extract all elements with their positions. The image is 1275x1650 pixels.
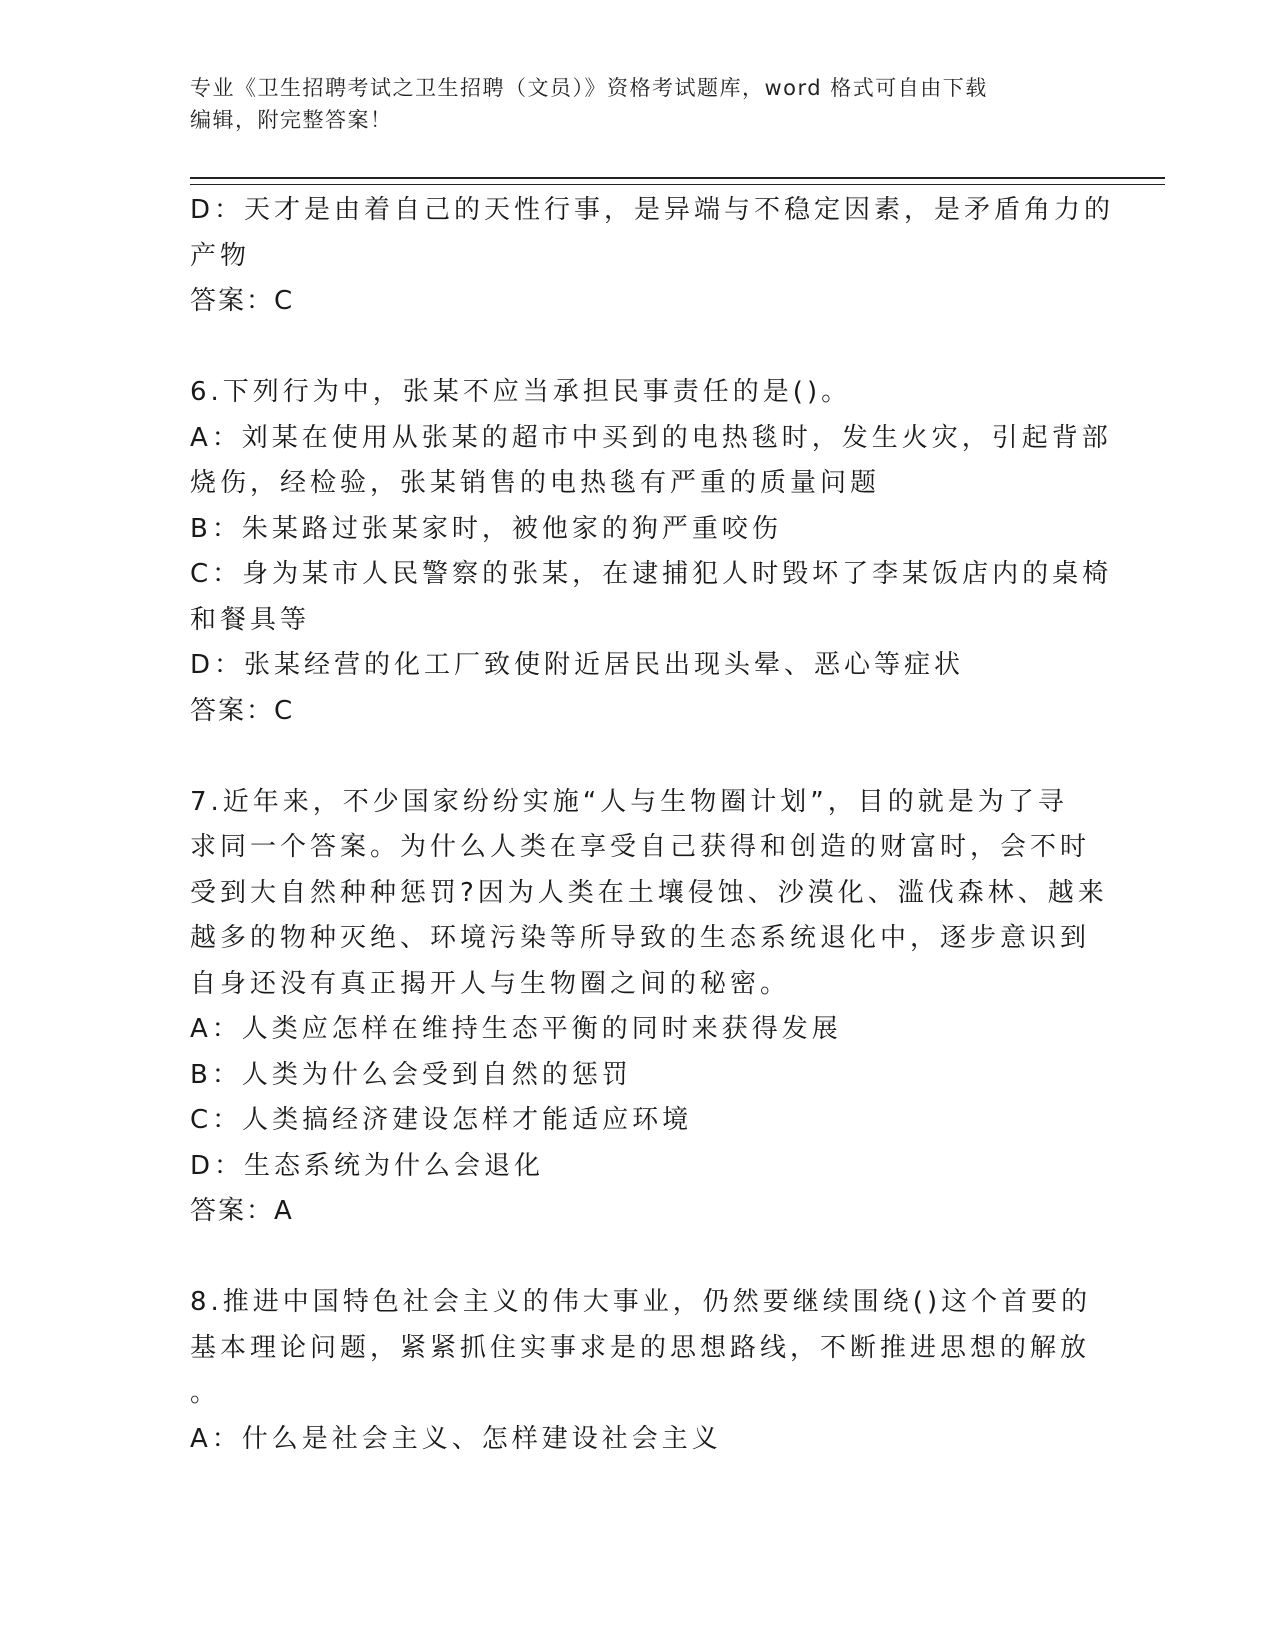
q6-option-c-line-1: C：身为某市人民警察的张某，在逮捕犯人时毁坏了李某饭店内的桌椅 [190,559,1113,589]
q8-option-a: A：什么是社会主义、怎样建设社会主义 [190,1423,722,1454]
q6-option-a-line-1: A：刘某在使用从张某的超市中买到的电热毯时，发生火灾，引起背部 [190,422,1112,453]
q7-option-d: D：生态系统为什么会退化 [190,1150,545,1181]
q8-stem-line-1: 8.推进中国特色社会主义的伟大事业，仍然要继续围绕()这个首要的 [190,1287,1092,1317]
q6-option-b: B：朱某路过张某家时，被他家的狗严重咬伤 [190,513,782,544]
q5-option-d-line-2: 产物 [190,240,251,271]
q6-option-c-line-2: 和餐具等 [190,604,311,635]
question-5-tail [190,188,1115,325]
q7-answer: 答案：A [190,1196,294,1226]
header-divider-thick [190,177,1165,179]
q7-stem-line-5: 自身还没有真正揭开人与生物圈之间的秘密。 [190,968,791,999]
spacer [190,734,1090,780]
question-list [190,188,1115,1462]
q8-stem-line-3: 。 [190,1378,221,1408]
q8-stem-line-2: 基本理论问题，紧紧抓住实事求是的思想路线，不断推进思想的解放 [190,1332,1091,1363]
q7-stem-line-3: 受到大自然种种惩罚?因为人类在土壤侵蚀、沙漠化、滥伐森林、越来 [190,877,1108,908]
q7-stem-line-1: 7.近年来，不少国家纷纷实施“人与生物圈计划”，目的就是为了寻 [190,786,1068,817]
q6-stem: 6.下列行为中，张某不应当承担民事责任的是()。 [190,377,852,407]
question-8 [190,1280,1090,1462]
header-line-1: 专业《卫生招聘考试之卫生招聘（文员）》资格考试题库，word 格式可自由下载 [190,76,988,100]
question-6 [190,370,1113,734]
q5-answer: 答案：C [190,286,295,316]
page-header [190,72,1090,136]
q6-option-a-line-2: 烧伤，经检验，张某销售的电热毯有严重的质量问题 [190,468,881,498]
q7-option-b: B：人类为什么会受到自然的惩罚 [190,1059,632,1090]
header-divider-thin [190,184,1165,185]
q7-option-a: A：人类应怎样在维持生态平衡的同时来获得发展 [190,1014,842,1044]
spacer [190,325,1090,371]
q7-stem-line-2: 求同一个答案。为什么人类在享受自己获得和创造的财富时，会不时 [190,832,1091,862]
q7-stem-line-4: 越多的物种灭绝、环境污染等所导致的生态系统退化中，逐步意识到 [190,923,1091,953]
header-line-2: 编辑，附完整答案！ [190,108,393,132]
q5-option-d-line-1: D：天才是由着自己的天性行事，是异端与不稳定因素，是矛盾角力的 [190,195,1115,225]
spacer [190,1235,1090,1281]
question-7 [190,780,1108,1235]
q6-answer: 答案：C [190,695,295,726]
q6-option-d: D：张某经营的化工厂致使附近居民出现头晕、恶心等症状 [190,650,965,680]
q7-option-c: C：人类搞经济建设怎样才能适应环境 [190,1105,693,1135]
